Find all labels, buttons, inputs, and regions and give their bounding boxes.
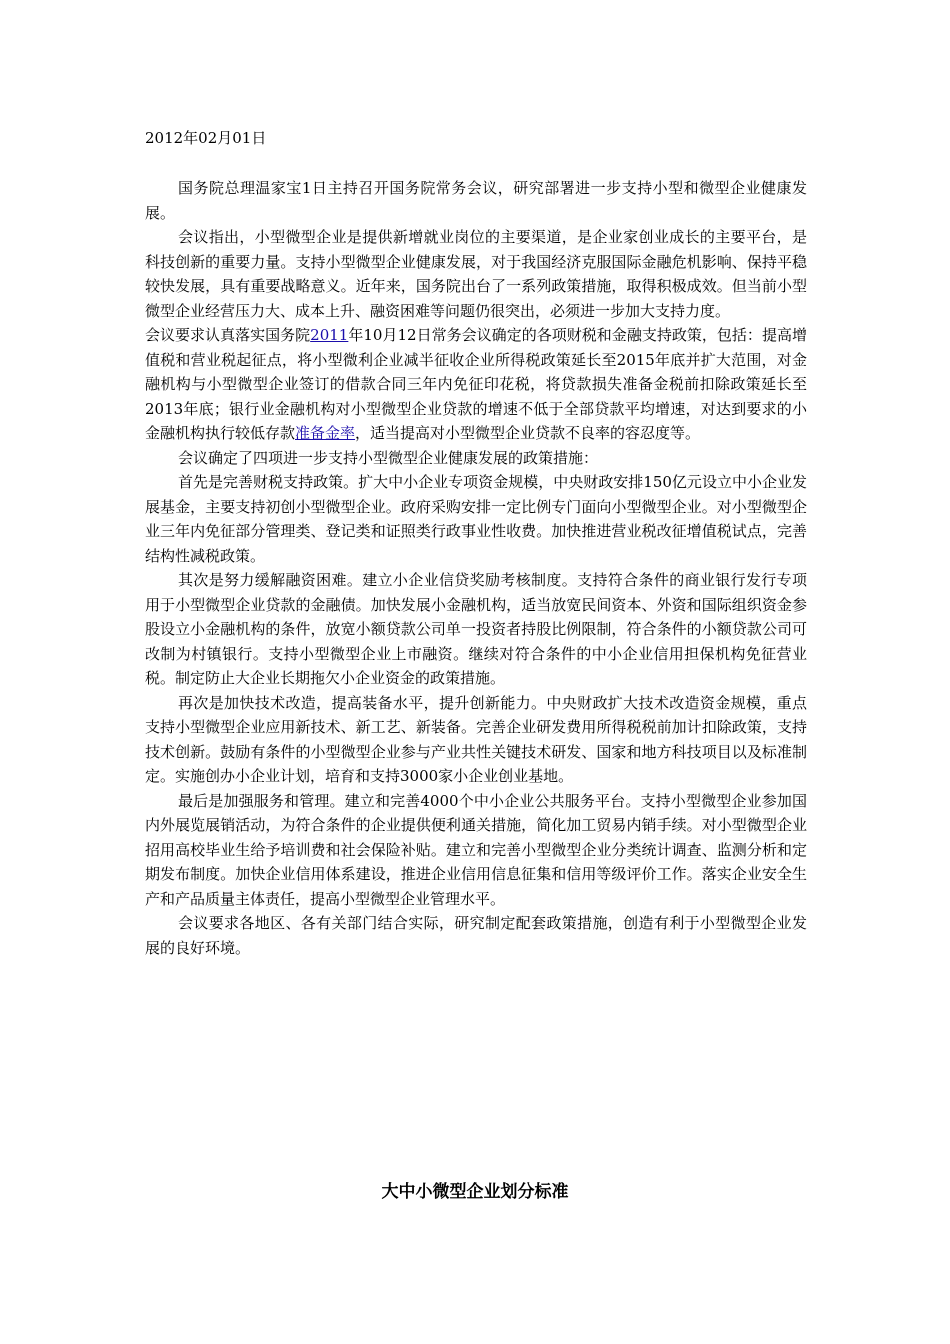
link-2011[interactable]: 2011 [310,326,349,344]
paragraph-intro: 国务院总理温家宝1日主持召开国务院常务会议，研究部署进一步支持小型和微型企业健康发展。 [145,179,807,222]
paragraph-meeting-points: 会议指出，小型微型企业是提供新增就业岗位的主要渠道，是企业家创业成长的主要平台，是科技创新的重要力量。支持小型微型企业健康发展，对于我国经济克服国际金融危机影响、保持平稳较快发展，具有重要战略意义。近年来，国务院出台了一系列政策措施，取得积极成效。但当前小型微型企业经营压力大、成本上升、融资困难等问题仍很突出，必须进一步加大支持力度。 [145,228,807,320]
date-line: 2012年02月01日 [145,129,267,147]
paragraph-financing: 其次是努力缓解融资困难。建立小企业信贷奖励考核制度。支持符合条件的商业银行发行专项用于小型微型企业贷款的金融债。加快发展小金融机构，适当放宽民间资本、外资和国际组织资金参股设立小金融机构的条件，放宽小额贷款公司单一投资者持股比例限制，符合条件的小额贷款公司可改制为村镇银行。支持小型微型企业上市融资。继续对符合条件的中小企业信用担保机构免征营业税。制定防止大企业长期拖欠小企业资金的政策措施。 [145,571,807,687]
article-body [145,176,807,960]
paragraph-conclusion: 会议要求各地区、各有关部门结合实际，研究制定配套政策措施，创造有利于小型微型企业发展的良好环境。 [145,914,807,957]
paragraph-policy-requirements [145,323,807,446]
paragraph-four-measures: 会议确定了四项进一步支持小型微型企业健康发展的政策措施： [178,448,599,467]
policy-text-middle: 年10月12日常务会议确定的各项财税和金融支持政策，包括：提高增值税和营业税起征点，将小型微利企业减半征收企业所得税政策延长至2015年底并扩大范围，对金融机构与小型微型企业签订的借款合同三年内免征印花税，将贷款损失准备金税前扣除政策延长至2013年底；银行业金融机构对小型微型企业贷款的增速不低于全部贷款平均增速，对达到要求的小金融机构执行较低存款 [145,326,807,442]
policy-text-start: 会议要求认真落实国务院 [145,326,311,344]
link-reserve-ratio[interactable]: 准备金率 [295,424,356,442]
section-heading: 大中小微型企业划分标准 [381,1182,569,1202]
paragraph-fiscal-policy: 首先是完善财税支持政策。扩大中小企业专项资金规模，中央财政安排150亿元设立中小企业发展基金，主要支持初创小型微型企业。政府采购安排一定比例专门面向小型微型企业。对小型微型企业三年内免征部分管理类、登记类和证照类行政事业性收费。加快推进营业税改征增值税试点，完善结构性减税政策。 [145,473,807,565]
paragraph-technology: 再次是加快技术改造，提高装备水平，提升创新能力。中央财政扩大技术改造资金规模，重点支持小型微型企业应用新技术、新工艺、新装备。完善企业研发费用所得税税前加计扣除政策，支持技术创新。鼓励有条件的小型微型企业参与产业共性关键技术研发、国家和地方科技项目以及标准制定。实施创办小企业计划，培育和支持3000家小企业创业基地。 [145,693,807,785]
paragraph-services: 最后是加强服务和管理。建立和完善4000个中小企业公共服务平台。支持小型微型企业参加国内外展览展销活动，为符合条件的企业提供便利通关措施，简化加工贸易内销手续。对小型微型企业招用高校毕业生给予培训费和社会保险补贴。建立和完善小型微型企业分类统计调查、监测分析和定期发布制度。加快企业信用体系建设，推进企业信用信息征集和信用等级评价工作。落实企业安全生产和产品质量主体责任，提高小型微型企业管理水平。 [145,791,807,908]
policy-text-end: ，适当提高对小型微型企业贷款不良率的容忍度等。 [355,424,701,442]
